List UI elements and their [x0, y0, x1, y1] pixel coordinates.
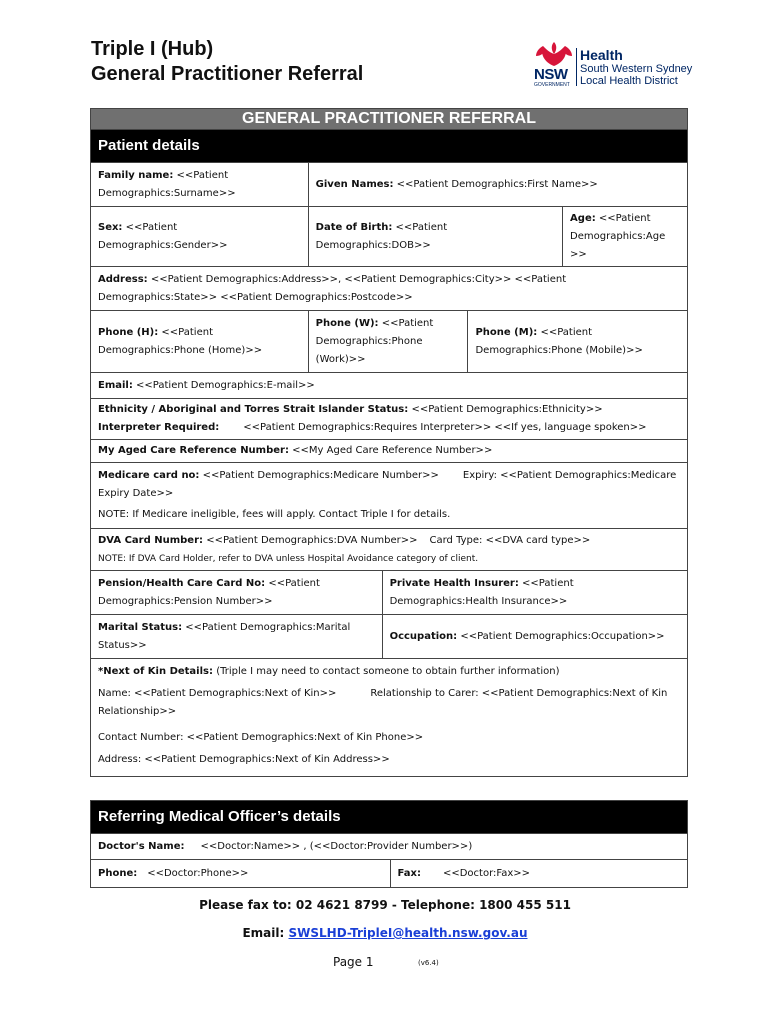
marital-value: <<Patient Demographics:Marital Status>> — [98, 621, 351, 651]
given-names-label: Given Names: — [315, 178, 394, 190]
sex-label: Sex: — [98, 221, 123, 233]
fax-telephone-line: Please fax to: 02 4621 8799 - Telephone: 1800 455 511 — [199, 898, 571, 912]
marital-label: Marital Status: — [98, 621, 183, 633]
phone-work-label: Phone (W): — [315, 317, 379, 329]
nsw-health-logo — [532, 42, 707, 92]
dob-value: <<Patient Demographics:DOB>> — [315, 221, 448, 251]
occupation-value: <<Patient Demographics:Occupation>> — [460, 630, 665, 642]
family-name-cell[interactable] — [91, 163, 309, 207]
email-value: <<Patient Demographics:E-mail>> — [136, 379, 315, 391]
form-banner: GENERAL PRACTITIONER REFERRAL — [91, 109, 688, 130]
email-link[interactable]: SWSLHD-TripleI@health.nsw.gov.au — [288, 926, 528, 940]
logo-health: Health — [580, 47, 623, 63]
doctor-fax-cell[interactable] — [390, 860, 688, 888]
next-of-kin-cell[interactable] — [91, 659, 688, 777]
family-name-value: <<Patient Demographics:Surname>> — [98, 169, 236, 199]
dob-cell[interactable] — [308, 207, 562, 267]
phone-home-label: Phone (H): — [98, 326, 159, 338]
ethnicity-label: Ethnicity / Aboriginal and Torres Strait Islander Status: — [98, 404, 409, 415]
interpreter-label: Interpreter Required: — [98, 422, 220, 433]
phone-home-value: <<Patient Demographics:Phone (Home)>> — [98, 326, 263, 356]
phone-work-cell[interactable] — [308, 311, 468, 373]
aged-care-cell[interactable] — [91, 440, 688, 463]
address-cell[interactable] — [91, 267, 688, 311]
dva-type-label: Card Type: — [429, 534, 483, 546]
email-line-label: Email: — [242, 926, 285, 940]
medicare-cell[interactable] — [91, 463, 688, 529]
version-label: (v6.4) — [418, 959, 439, 967]
nok-relationship: Relationship to Carer: <<Patient Demographics:Next of Kin Relationship>> — [98, 688, 668, 717]
interpreter-value: <<Patient Demographics:Requires Interpreter>> <<If yes, language spoken>> — [243, 422, 647, 433]
phone-home-cell[interactable] — [91, 311, 309, 373]
doctor-value: <<Doctor:Name>> , (<<Doctor:Provider Number>>) — [200, 840, 473, 852]
page-number: Page 1 — [333, 955, 374, 969]
email-line — [0, 926, 770, 940]
age-cell[interactable] — [563, 207, 688, 267]
government-wordmark: GOVERNMENT — [534, 82, 570, 88]
pension-label: Pension/Health Care Card No: — [98, 577, 266, 589]
phone-mobile-label: Phone (M): — [475, 326, 538, 338]
phone-mobile-value: <<Patient Demographics:Phone (Mobile)>> — [475, 326, 643, 356]
nok-name: Name: <<Patient Demographics:Next of Kin>> — [98, 688, 337, 699]
dva-label: DVA Card Number: — [98, 534, 204, 546]
logo-district-line2: Local Health District — [580, 75, 678, 87]
title-line-1: Triple I (Hub) — [91, 38, 214, 60]
sex-cell[interactable] — [91, 207, 309, 267]
dva-cell[interactable] — [91, 529, 688, 571]
medicare-label: Medicare card no: — [98, 470, 200, 481]
logo-divider — [576, 48, 577, 86]
phone-mobile-cell[interactable] — [468, 311, 688, 373]
rmo-heading: Referring Medical Officer’s details — [91, 801, 688, 834]
occupation-cell[interactable] — [382, 615, 687, 659]
doctor-fax-label: Fax: — [397, 867, 421, 879]
family-name-label: Family name: — [98, 169, 174, 181]
doctor-phone-cell[interactable] — [91, 860, 391, 888]
insurer-value: <<Patient Demographics:Health Insurance>> — [389, 577, 574, 607]
rmo-details-table — [90, 800, 688, 888]
insurer-cell[interactable] — [382, 571, 687, 615]
logo-district-line1: South Western Sydney — [580, 63, 693, 75]
ethnicity-value: <<Patient Demographics:Ethnicity>> — [411, 404, 603, 415]
medicare-expiry-value: <<Patient Demographics:Medicare Expiry Date>> — [98, 470, 677, 499]
ethnicity-interpreter-cell[interactable] — [91, 399, 688, 440]
waratah-icon — [534, 42, 574, 68]
title-line-2: General Practitioner Referral — [91, 63, 364, 85]
medicare-value: <<Patient Demographics:Medicare Number>> — [202, 470, 439, 481]
medicare-note: NOTE: If Medicare ineligible, fees will apply. Contact Triple I for details. — [98, 509, 451, 520]
nok-contact: Contact Number: <<Patient Demographics:Next of Kin Phone>> — [98, 732, 424, 743]
doctor-phone-value: <<Doctor:Phone>> — [147, 867, 249, 879]
pension-value: <<Patient Demographics:Pension Number>> — [98, 577, 320, 607]
insurer-label: Private Health Insurer: — [389, 577, 519, 589]
age-label: Age: — [570, 212, 596, 224]
given-names-value: <<Patient Demographics:First Name>> — [396, 178, 598, 190]
dva-value: <<Patient Demographics:DVA Number>> — [206, 534, 418, 546]
doctor-name-cell[interactable] — [91, 834, 688, 860]
aged-care-label: My Aged Care Reference Number: — [98, 445, 289, 456]
address-label: Address: — [98, 273, 148, 285]
document-title — [91, 37, 363, 87]
doctor-phone-label: Phone: — [98, 867, 138, 879]
pension-cell[interactable] — [91, 571, 383, 615]
dob-label: Date of Birth: — [315, 221, 393, 233]
doctor-fax-value: <<Doctor:Fax>> — [442, 867, 531, 879]
phone-work-value: <<Patient Demographics:Phone (Work)>> — [315, 317, 434, 365]
marital-cell[interactable] — [91, 615, 383, 659]
sex-value: <<Patient Demographics:Gender>> — [98, 221, 228, 251]
given-names-cell[interactable] — [308, 163, 687, 207]
patient-details-table — [90, 108, 688, 777]
email-cell[interactable] — [91, 373, 688, 399]
occupation-label: Occupation: — [389, 630, 458, 642]
nok-address: Address: <<Patient Demographics:Next of Kin Address>> — [98, 754, 390, 765]
medicare-expiry-label: Expiry: — [462, 470, 497, 481]
nsw-wordmark: NSW — [534, 66, 568, 83]
nok-note: (Triple I may need to contact someone to obtain further information) — [216, 666, 560, 677]
age-value: <<Patient Demographics:Age >> — [570, 212, 666, 260]
email-label: Email: — [98, 379, 133, 391]
dva-type-value: <<DVA card type>> — [485, 534, 591, 546]
patient-details-heading: Patient details — [91, 130, 688, 163]
doctor-label: Doctor's Name: — [98, 840, 185, 852]
aged-care-value: <<My Aged Care Reference Number>> — [292, 445, 493, 456]
logo-text — [580, 48, 692, 87]
dva-note: NOTE: If DVA Card Holder, refer to DVA unless Hospital Avoidance category of client. — [98, 553, 479, 564]
address-value: <<Patient Demographics:Address>>, <<Patient Demographics:City>> <<Patient Demographics:State>> <<Patient Demographics:Postcode>> — [98, 273, 567, 303]
nok-label: *Next of Kin Details: — [98, 666, 213, 677]
